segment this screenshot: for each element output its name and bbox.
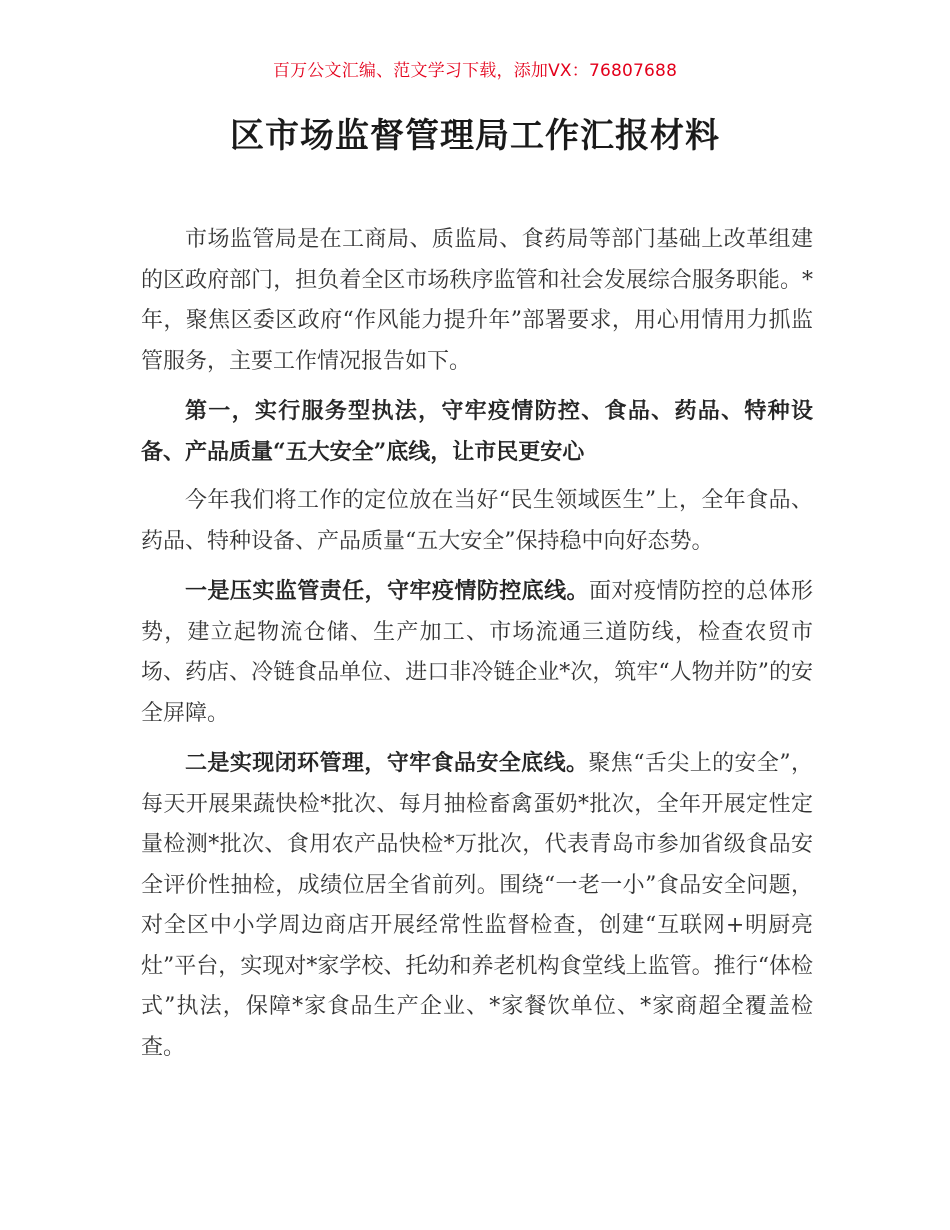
- body-paragraph: [141, 571, 813, 734]
- document-title: 区市场监督管理局工作汇报材料: [230, 116, 720, 156]
- body-paragraph: [141, 743, 813, 1068]
- paragraph-text: 面对疫情防控的总体形势，建立起物流仓储、生产加工、市场流通三道防线，检查农贸市场、药店、冷链食品单位、进口非冷链企业*次，筑牢“人物并防”的安全屏障。: [141, 579, 813, 726]
- section-heading-text: 第一，实行服务型执法，守牢疫情防控、食品、药品、特种设备、产品质量“五大安全”底线，让市民更安心: [141, 398, 813, 465]
- paragraph-text: 聚焦“舌尖上的安全”，每天开展果蔬快检*批次、每月抽检畜禽蛋奶*批次，全年开展定性定量检测*批次、食用农产品快检*万批次，代表青岛市参加省级食品安全评价性抽检，成绩位居全省前列。围绕“一老一小”食品安全问题，对全区中小学周边商店开展经常性监督检查，创建“互联网+明厨亮灶”平台，实现对*家学校、托幼和养老机构食堂线上监管。推行“体检式”执法，保障*家食品生产企业、*家餐饮单位、*家商超全覆盖检查。: [141, 751, 813, 1060]
- intro-paragraph: [141, 220, 813, 382]
- promo-banner: 百万公文汇编、范文学习下载，添加VX：76807688: [272, 61, 678, 81]
- body-paragraph: [141, 481, 813, 562]
- document-body: [141, 220, 813, 1077]
- section-heading: [141, 391, 813, 472]
- paragraph-text: 市场监管局是在工商局、质监局、食药局等部门基础上改革组建的区政府部门，担负着全区市场秩序监管和社会发展综合服务职能。*年，聚焦区委区政府“作风能力提升年”部署要求，用心用情用力抓监管服务，主要工作情况报告如下。: [141, 227, 813, 374]
- paragraph-text: 今年我们将工作的定位放在当好“民生领域医生”上，全年食品、药品、特种设备、产品质量“五大安全”保持稳中向好态势。: [141, 488, 813, 554]
- paragraph-lead: 二是实现闭环管理，守牢食品安全底线。: [185, 750, 589, 776]
- paragraph-lead: 一是压实监管责任，守牢疫情防控底线。: [185, 578, 589, 604]
